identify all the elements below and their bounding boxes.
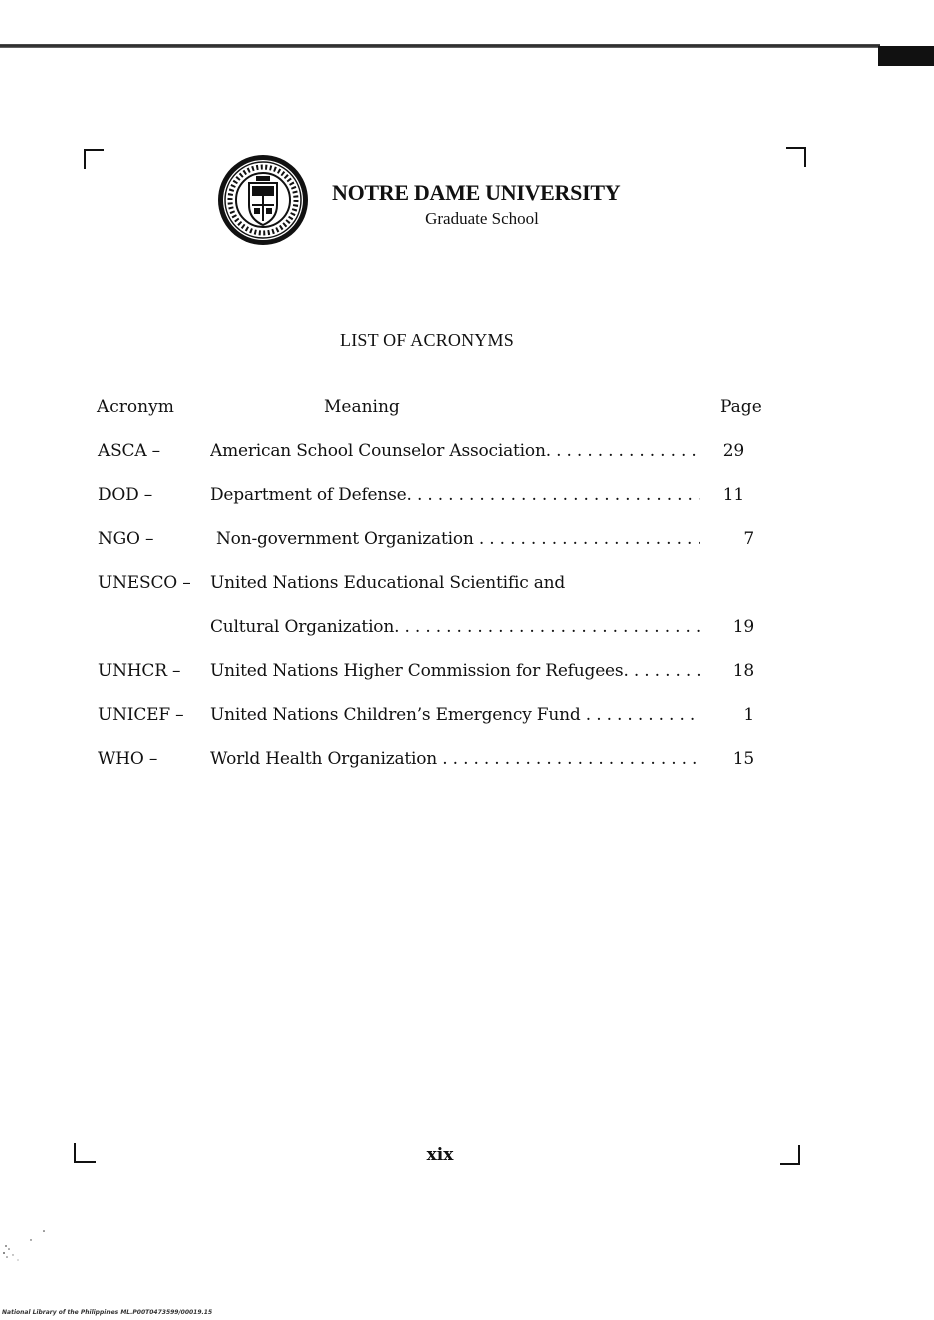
scan-speck-decoration [0, 1220, 50, 1270]
crop-mark-top-right [786, 147, 806, 167]
university-seal-icon [216, 153, 310, 247]
acronym-row [0, 617, 934, 641]
acronym-meaning: World Health Organization . . . [210, 749, 700, 769]
acronym-page: 15 [732, 749, 754, 769]
column-header-acronym: Acronym [97, 397, 174, 417]
scan-edge-bar [0, 44, 880, 48]
acronym-row [0, 529, 934, 553]
scan-edge-block [878, 46, 934, 66]
acronym-term: WHO – [98, 749, 158, 769]
acronym-meaning: Non-government Organization . . . [216, 529, 700, 549]
crop-mark-top-left [84, 149, 104, 169]
acronym-meaning: Cultural Organization. . . . [210, 617, 700, 637]
column-header-meaning: Meaning [324, 397, 400, 417]
acronym-page: 1 [743, 705, 754, 725]
column-header-page: Page [720, 397, 762, 417]
acronym-page: 29 [722, 441, 744, 461]
acronym-meaning: American School Counselor Association. . . . [210, 441, 700, 461]
acronym-page: 7 [743, 529, 754, 549]
acronym-row [0, 573, 934, 597]
acronym-term: DOD – [98, 485, 153, 505]
acronym-row [0, 441, 934, 465]
crop-mark-bottom-right [780, 1145, 800, 1165]
page-title: LIST OF ACRONYMS [340, 330, 514, 350]
acronym-page: 18 [732, 661, 754, 681]
school-name: Graduate School [425, 209, 539, 228]
footer-source-note: National Library of the Philippines ML.P00T0473599/00019.15 [2, 1309, 213, 1316]
acronym-term: UNHCR – [98, 661, 181, 681]
acronym-meaning: United Nations Children’s Emergency Fund . . . [210, 705, 700, 725]
acronym-term: UNICEF – [98, 705, 184, 725]
page-number: xix [426, 1145, 454, 1165]
acronym-meaning: United Nations Higher Commission for Refugees. . . . [210, 661, 700, 681]
acronym-page: 19 [732, 617, 754, 637]
acronym-meaning: United Nations Educational Scientific and [210, 573, 566, 593]
crop-mark-bottom-left [74, 1143, 96, 1163]
acronym-row [0, 705, 934, 729]
acronym-meaning: Department of Defense. . . . [210, 485, 700, 505]
acronym-term: NGO – [98, 529, 154, 549]
acronym-row [0, 749, 934, 773]
acronym-row [0, 485, 934, 509]
acronym-page: 11 [722, 485, 744, 505]
acronym-row [0, 661, 934, 685]
acronym-term: UNESCO – [98, 573, 191, 593]
institution-name: NOTRE DAME UNIVERSITY [332, 180, 621, 205]
acronym-term: ASCA – [98, 441, 160, 461]
